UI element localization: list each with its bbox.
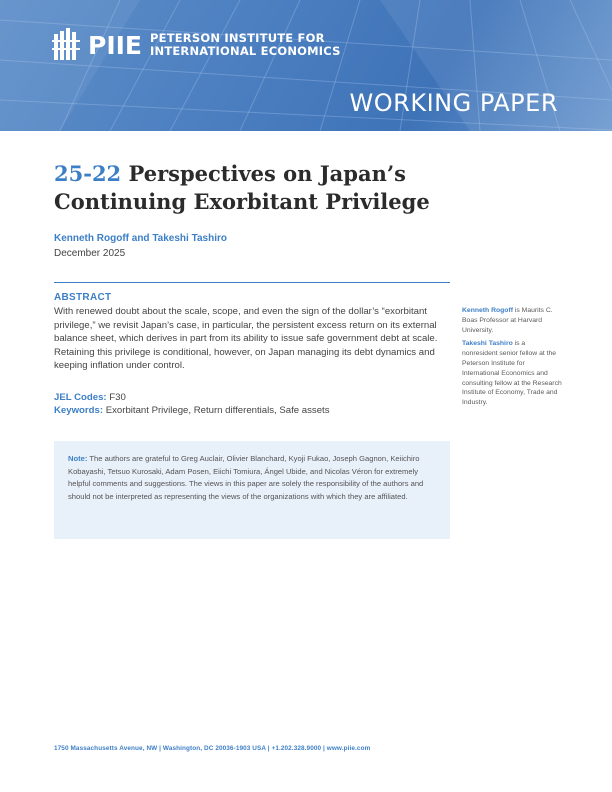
institute-name-line2: INTERNATIONAL ECONOMICS: [150, 44, 341, 58]
author-bio-1: [462, 306, 562, 335]
author-bio-2-text: is a nonresident senior fellow at the Peterson Institute for International Economics and consulting fellow at the Research Institute of Economy, Trade and Industry.: [462, 340, 562, 407]
keywords: [54, 404, 330, 418]
paper-title: Perspectives on Japan’s Continuing Exorbitant Privilege: [54, 161, 430, 214]
note-label: Note:: [68, 454, 88, 463]
paper-title-block: [54, 160, 474, 216]
piie-logo[interactable]: [52, 28, 341, 62]
keywords-value: Exorbitant Privilege, Return differentials, Safe assets: [105, 405, 330, 416]
paper-number: 25-22: [54, 161, 122, 186]
abstract-text: With renewed doubt about the scale, scope, and even the sign of the dollar’s “exorbitant privilege,” we revisit Japan’s case, in particular, the persistent excess return on its external balance sheet, which derives in part from its ability to issue safe government debt at scale. Retaining this privilege is conditional, however, on Japan managing its debt dynamics and keeping inflation under control.: [54, 306, 438, 372]
jel-codes-label: JEL Codes:: [54, 392, 107, 403]
note-text: The authors are grateful to Greg Auclair, Olivier Blanchard, Kyoji Fukao, Joseph Gagnon, Keiichiro Kobayashi, Tetsuo Kurosaki, Adam Posen, Eiichi Tomiura, Ángel Ubide, and Nicolas Véron for extremely helpful comments and suggestions. The views in this paper are solely the responsibility of the authors and should not be interpreted as representing the views of the organizations with which they are affiliated.: [68, 454, 424, 501]
author-bio-1-name: Kenneth Rogoff: [462, 307, 513, 314]
section-divider: [54, 282, 450, 283]
institute-name: [150, 32, 341, 58]
author-sidebar: [462, 306, 562, 412]
author-bio-1-text: is Maurits C. Boas Professor at Harvard University.: [462, 307, 553, 334]
keywords-label: Keywords:: [54, 405, 104, 416]
logo-wordmark: PIIE: [88, 30, 143, 60]
paper-authors: Kenneth Rogoff and Takeshi Tashiro: [54, 233, 227, 244]
jel-codes: [54, 391, 126, 405]
header-banner: [0, 0, 612, 131]
author-bio-2: [462, 339, 562, 408]
footer-contact: 1750 Massachusetts Avenue, NW | Washington, DC 20036-1903 USA | +1.202.328.9000 | www.piie.com: [54, 745, 371, 752]
jel-codes-value: F30: [109, 392, 126, 403]
acknowledgment-note: [54, 441, 450, 539]
institute-name-line1: PETERSON INSTITUTE FOR: [150, 31, 325, 45]
paper-date: December 2025: [54, 248, 126, 259]
abstract-heading: ABSTRACT: [54, 292, 112, 303]
series-label: WORKING PAPER: [349, 89, 558, 117]
piie-logo-icon: [52, 28, 82, 62]
author-bio-2-name: Takeshi Tashiro: [462, 340, 513, 348]
